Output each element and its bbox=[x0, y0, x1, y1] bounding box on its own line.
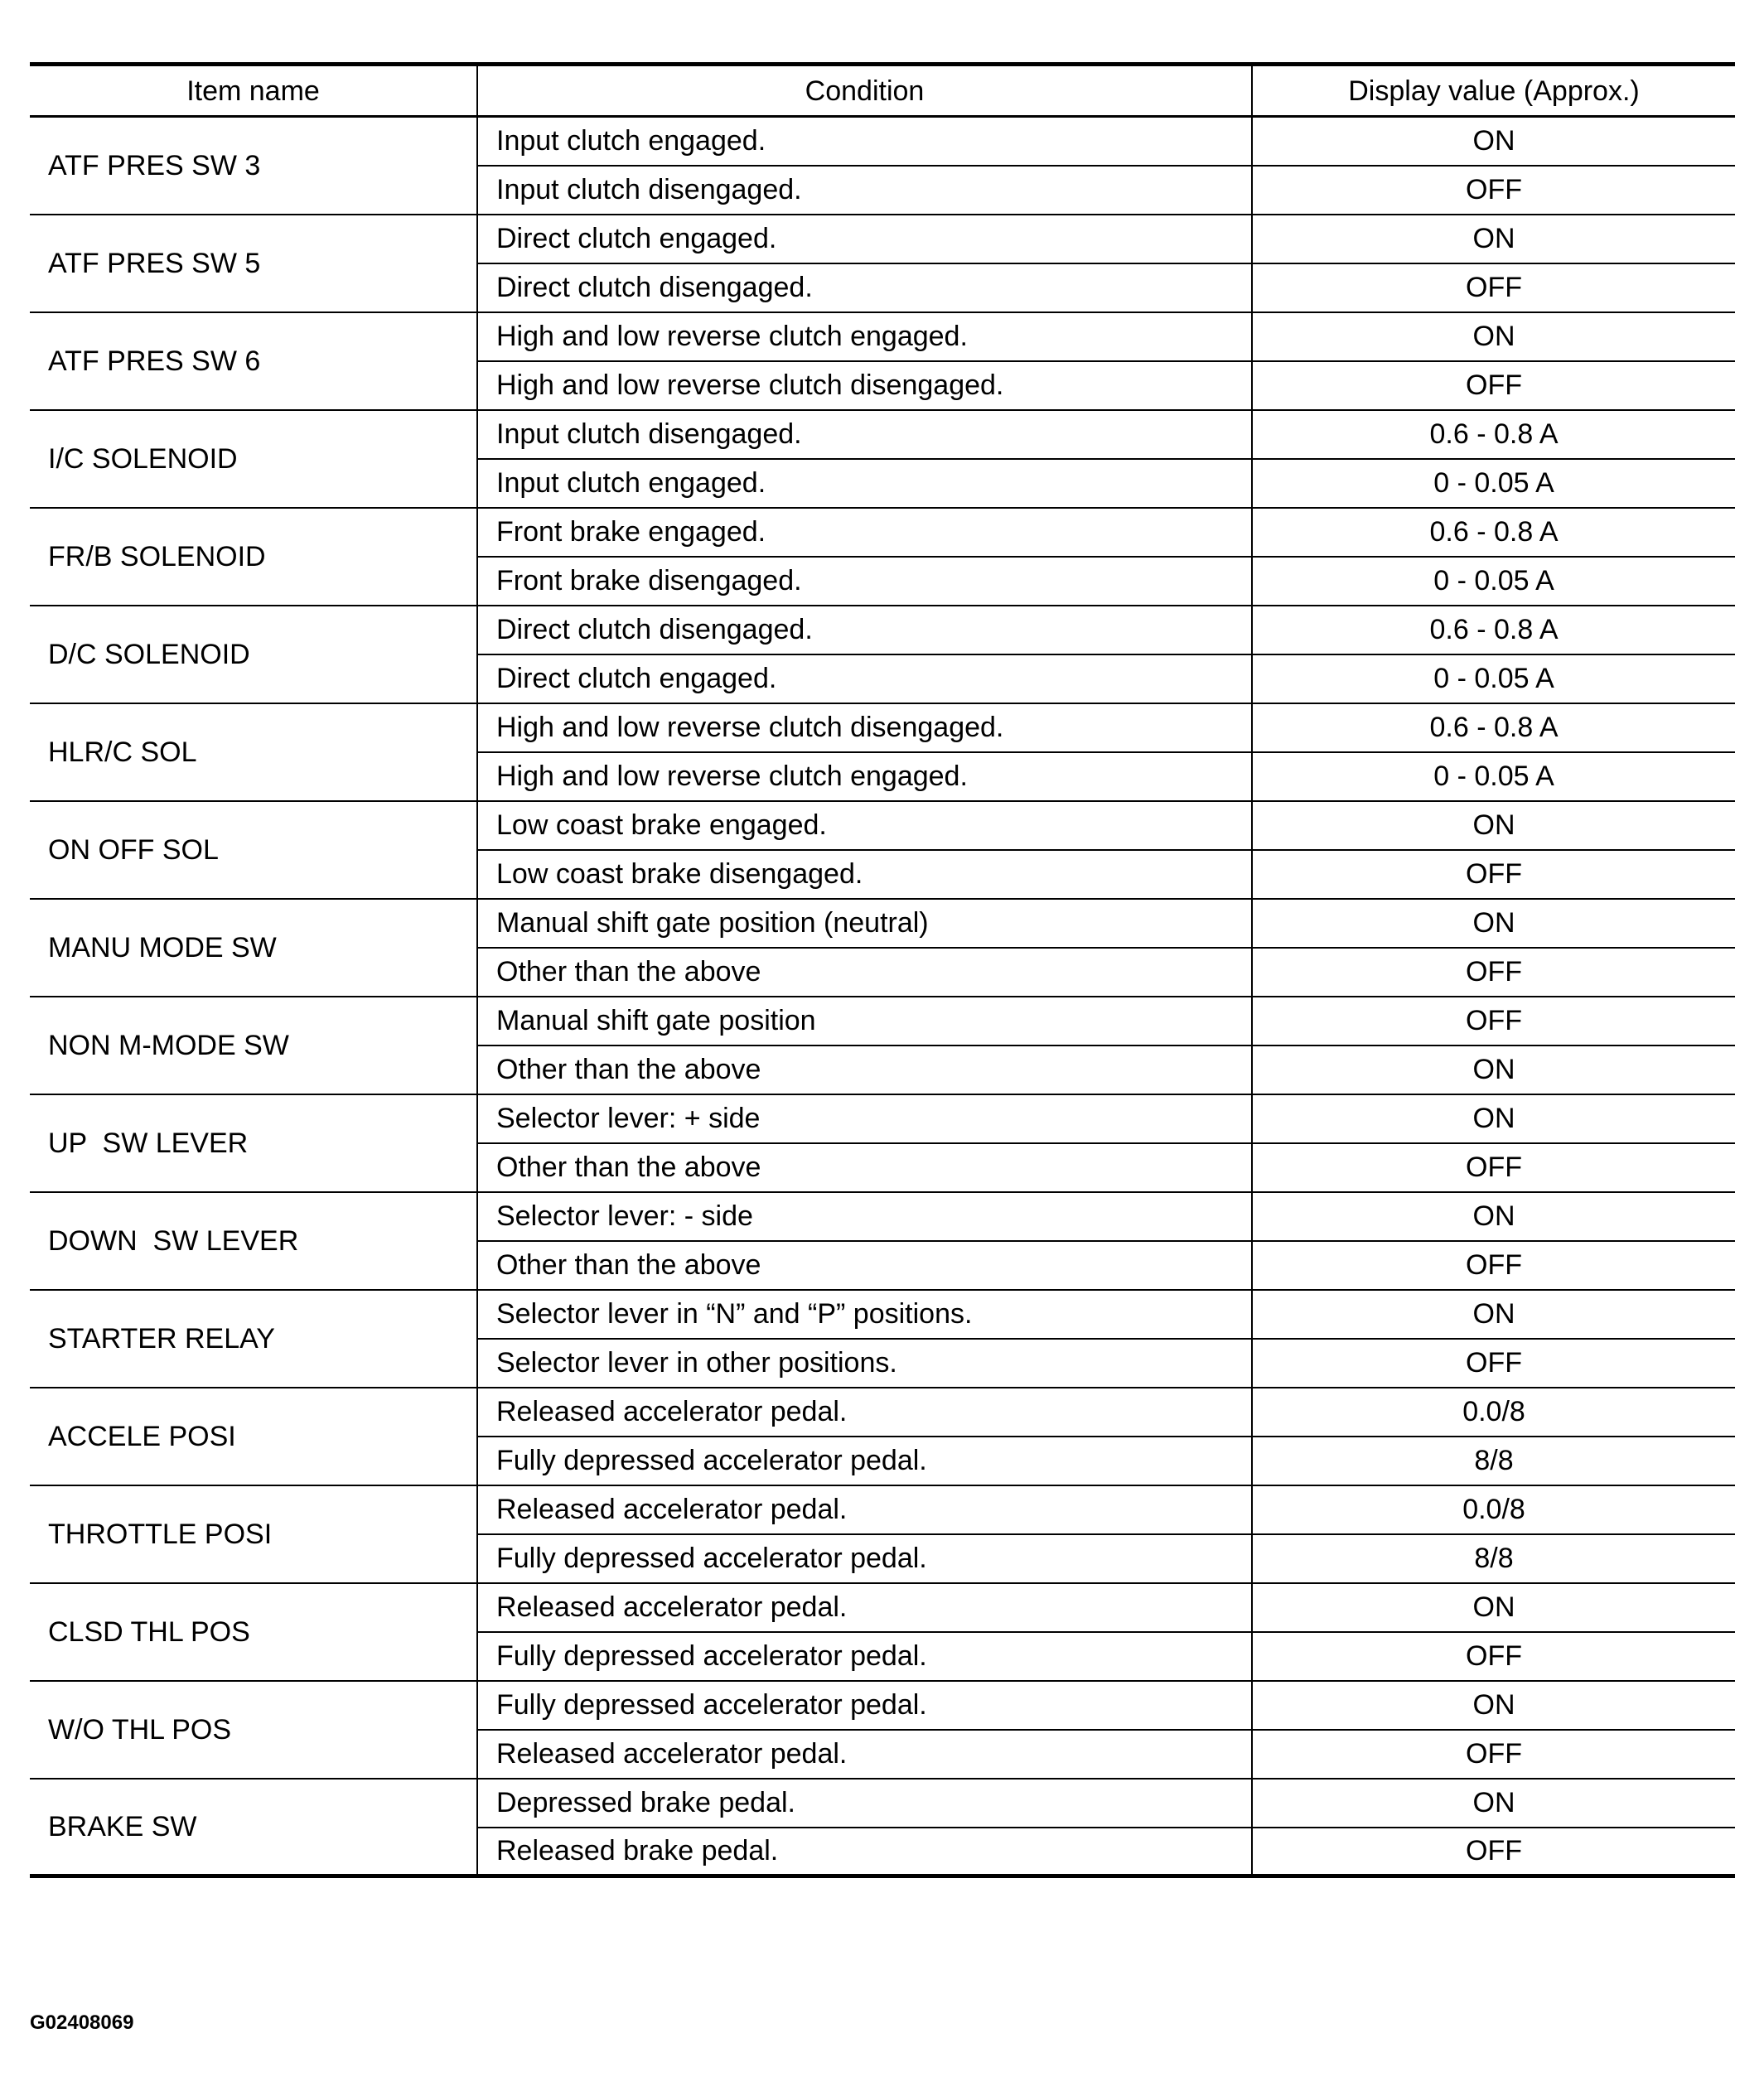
item-name-cell: STARTER RELAY bbox=[30, 1290, 477, 1388]
condition-cell: Released accelerator pedal. bbox=[477, 1388, 1252, 1437]
display-value-cell: OFF bbox=[1252, 850, 1735, 899]
condition-cell: Other than the above bbox=[477, 1143, 1252, 1192]
item-name-cell: I/C SOLENOID bbox=[30, 410, 477, 508]
condition-cell: Manual shift gate position (neutral) bbox=[477, 899, 1252, 948]
display-value-cell: OFF bbox=[1252, 263, 1735, 312]
condition-cell: Front brake disengaged. bbox=[477, 557, 1252, 606]
condition-cell: Fully depressed accelerator pedal. bbox=[477, 1437, 1252, 1485]
condition-cell: Fully depressed accelerator pedal. bbox=[477, 1534, 1252, 1583]
header-display-value: Display value (Approx.) bbox=[1252, 65, 1735, 117]
item-name-cell: ACCELE POSI bbox=[30, 1388, 477, 1485]
display-value-cell: 0.0/8 bbox=[1252, 1388, 1735, 1437]
display-value-cell: ON bbox=[1252, 1583, 1735, 1632]
display-value-cell: ON bbox=[1252, 801, 1735, 850]
figure-code: G02408069 bbox=[30, 2011, 134, 2034]
condition-cell: Released accelerator pedal. bbox=[477, 1485, 1252, 1534]
condition-cell: Direct clutch engaged. bbox=[477, 654, 1252, 703]
display-value-cell: 0.6 - 0.8 A bbox=[1252, 410, 1735, 459]
display-value-cell: OFF bbox=[1252, 1730, 1735, 1779]
display-value-cell: ON bbox=[1252, 1779, 1735, 1828]
item-name-cell: NON M-MODE SW bbox=[30, 997, 477, 1094]
condition-cell: Selector lever in “N” and “P” positions. bbox=[477, 1290, 1252, 1339]
display-value-cell: OFF bbox=[1252, 1828, 1735, 1876]
display-value-cell: OFF bbox=[1252, 948, 1735, 997]
item-name-cell: CLSD THL POS bbox=[30, 1583, 477, 1681]
item-name-cell: HLR/C SOL bbox=[30, 703, 477, 801]
condition-cell: Input clutch disengaged. bbox=[477, 166, 1252, 215]
display-value-cell: 8/8 bbox=[1252, 1534, 1735, 1583]
display-value-cell: OFF bbox=[1252, 166, 1735, 215]
condition-cell: Selector lever: + side bbox=[477, 1094, 1252, 1143]
item-name-cell: DOWN SW LEVER bbox=[30, 1192, 477, 1290]
condition-cell: High and low reverse clutch disengaged. bbox=[477, 703, 1252, 752]
table-row bbox=[30, 1583, 1735, 1632]
item-name-cell: ATF PRES SW 6 bbox=[30, 312, 477, 410]
display-value-cell: 0 - 0.05 A bbox=[1252, 557, 1735, 606]
display-value-cell: ON bbox=[1252, 899, 1735, 948]
condition-cell: Depressed brake pedal. bbox=[477, 1779, 1252, 1828]
condition-cell: High and low reverse clutch engaged. bbox=[477, 312, 1252, 361]
display-value-cell: OFF bbox=[1252, 1241, 1735, 1290]
table-body bbox=[30, 117, 1735, 1876]
display-value-cell: 0.6 - 0.8 A bbox=[1252, 703, 1735, 752]
display-value-cell: 0.0/8 bbox=[1252, 1485, 1735, 1534]
condition-cell: Direct clutch engaged. bbox=[477, 215, 1252, 263]
table-row bbox=[30, 215, 1735, 263]
condition-cell: Low coast brake engaged. bbox=[477, 801, 1252, 850]
table-row bbox=[30, 1779, 1735, 1828]
table-header bbox=[30, 65, 1735, 117]
table-row bbox=[30, 1388, 1735, 1437]
table-row bbox=[30, 801, 1735, 850]
condition-cell: Fully depressed accelerator pedal. bbox=[477, 1681, 1252, 1730]
display-value-cell: ON bbox=[1252, 312, 1735, 361]
condition-cell: Released accelerator pedal. bbox=[477, 1583, 1252, 1632]
condition-cell: Direct clutch disengaged. bbox=[477, 606, 1252, 654]
condition-cell: Front brake engaged. bbox=[477, 508, 1252, 557]
table-row bbox=[30, 508, 1735, 557]
table-row bbox=[30, 1192, 1735, 1241]
condition-cell: Direct clutch disengaged. bbox=[477, 263, 1252, 312]
display-value-cell: 0 - 0.05 A bbox=[1252, 752, 1735, 801]
spec-table bbox=[30, 62, 1735, 1878]
condition-cell: Input clutch engaged. bbox=[477, 459, 1252, 508]
display-value-cell: ON bbox=[1252, 1681, 1735, 1730]
condition-cell: Input clutch disengaged. bbox=[477, 410, 1252, 459]
header-item-name: Item name bbox=[30, 65, 477, 117]
condition-cell: Low coast brake disengaged. bbox=[477, 850, 1252, 899]
item-name-cell: ATF PRES SW 3 bbox=[30, 117, 477, 215]
display-value-cell: OFF bbox=[1252, 1339, 1735, 1388]
display-value-cell: ON bbox=[1252, 1290, 1735, 1339]
condition-cell: Selector lever: - side bbox=[477, 1192, 1252, 1241]
table-row bbox=[30, 312, 1735, 361]
item-name-cell: MANU MODE SW bbox=[30, 899, 477, 997]
item-name-cell: D/C SOLENOID bbox=[30, 606, 477, 703]
item-name-cell: FR/B SOLENOID bbox=[30, 508, 477, 606]
item-name-cell: THROTTLE POSI bbox=[30, 1485, 477, 1583]
header-condition: Condition bbox=[477, 65, 1252, 117]
condition-cell: Manual shift gate position bbox=[477, 997, 1252, 1046]
condition-cell: Other than the above bbox=[477, 948, 1252, 997]
table-row bbox=[30, 1290, 1735, 1339]
table-row bbox=[30, 703, 1735, 752]
display-value-cell: ON bbox=[1252, 1192, 1735, 1241]
condition-cell: Other than the above bbox=[477, 1046, 1252, 1094]
item-name-cell: W/O THL POS bbox=[30, 1681, 477, 1779]
condition-cell: Fully depressed accelerator pedal. bbox=[477, 1632, 1252, 1681]
display-value-cell: OFF bbox=[1252, 1143, 1735, 1192]
display-value-cell: OFF bbox=[1252, 997, 1735, 1046]
display-value-cell: 0 - 0.05 A bbox=[1252, 654, 1735, 703]
spec-table-container bbox=[30, 62, 1735, 1878]
condition-cell: Released accelerator pedal. bbox=[477, 1730, 1252, 1779]
item-name-cell: ATF PRES SW 5 bbox=[30, 215, 477, 312]
display-value-cell: OFF bbox=[1252, 361, 1735, 410]
display-value-cell: ON bbox=[1252, 1046, 1735, 1094]
item-name-cell: BRAKE SW bbox=[30, 1779, 477, 1876]
display-value-cell: 0.6 - 0.8 A bbox=[1252, 508, 1735, 557]
table-row bbox=[30, 606, 1735, 654]
condition-cell: High and low reverse clutch engaged. bbox=[477, 752, 1252, 801]
table-row bbox=[30, 1681, 1735, 1730]
display-value-cell: 8/8 bbox=[1252, 1437, 1735, 1485]
display-value-cell: 0.6 - 0.8 A bbox=[1252, 606, 1735, 654]
condition-cell: Other than the above bbox=[477, 1241, 1252, 1290]
header-row bbox=[30, 65, 1735, 117]
item-name-cell: UP SW LEVER bbox=[30, 1094, 477, 1192]
display-value-cell: ON bbox=[1252, 215, 1735, 263]
condition-cell: High and low reverse clutch disengaged. bbox=[477, 361, 1252, 410]
display-value-cell: ON bbox=[1252, 1094, 1735, 1143]
display-value-cell: 0 - 0.05 A bbox=[1252, 459, 1735, 508]
display-value-cell: ON bbox=[1252, 117, 1735, 166]
table-row bbox=[30, 117, 1735, 166]
table-row bbox=[30, 1094, 1735, 1143]
item-name-cell: ON OFF SOL bbox=[30, 801, 477, 899]
condition-cell: Selector lever in other positions. bbox=[477, 1339, 1252, 1388]
table-row bbox=[30, 410, 1735, 459]
table-row bbox=[30, 899, 1735, 948]
display-value-cell: OFF bbox=[1252, 1632, 1735, 1681]
table-row bbox=[30, 997, 1735, 1046]
table-row bbox=[30, 1485, 1735, 1534]
condition-cell: Input clutch engaged. bbox=[477, 117, 1252, 166]
condition-cell: Released brake pedal. bbox=[477, 1828, 1252, 1876]
